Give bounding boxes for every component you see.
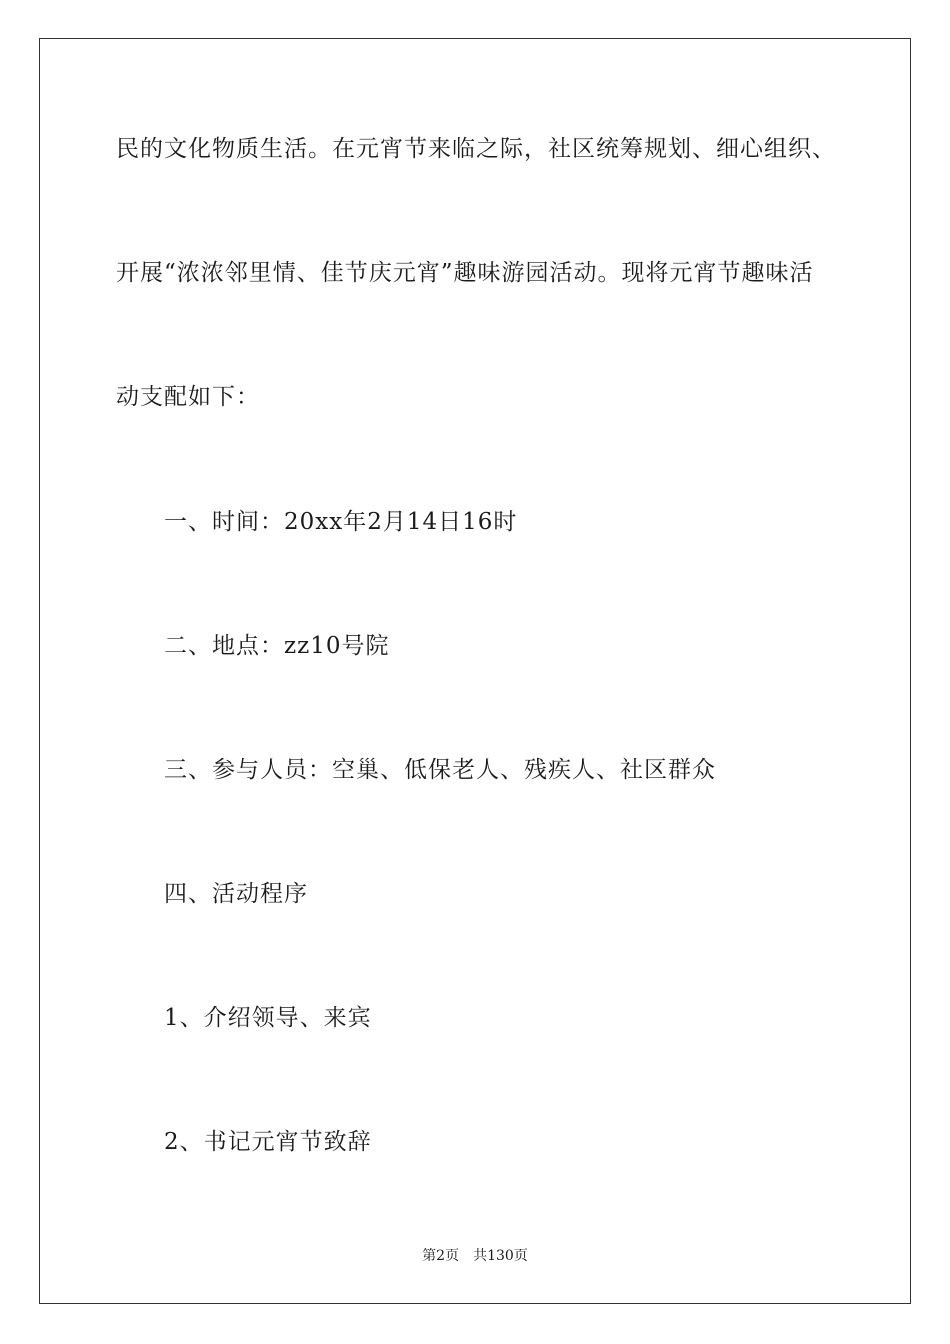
page-number: 第2页 <box>422 1248 460 1264</box>
program-step-1: 1、介绍领导、来宾 <box>164 1005 372 1031</box>
item-location: 二、地点：zz10号院 <box>164 633 390 659</box>
page-footer <box>0 1247 950 1265</box>
item-program-heading: 四、活动程序 <box>164 881 308 907</box>
paragraph-line-2: 开展“浓浓邻里情、佳节庆元宵”趣味游园活动。现将元宵节趣味活 <box>116 260 814 286</box>
page-total: 共130页 <box>473 1248 528 1264</box>
program-step-2: 2、书记元宵节致辞 <box>164 1129 372 1155</box>
paragraph-line-3: 动支配如下： <box>116 384 260 410</box>
item-participants: 三、参与人员：空巢、低保老人、残疾人、社区群众 <box>164 757 716 783</box>
item-time: 一、时间：20xx年2月14日16时 <box>164 509 518 535</box>
paragraph-line-1: 民的文化物质生活。在元宵节来临之际，社区统筹规划、细心组织、 <box>116 136 836 162</box>
page-border <box>39 38 911 1304</box>
